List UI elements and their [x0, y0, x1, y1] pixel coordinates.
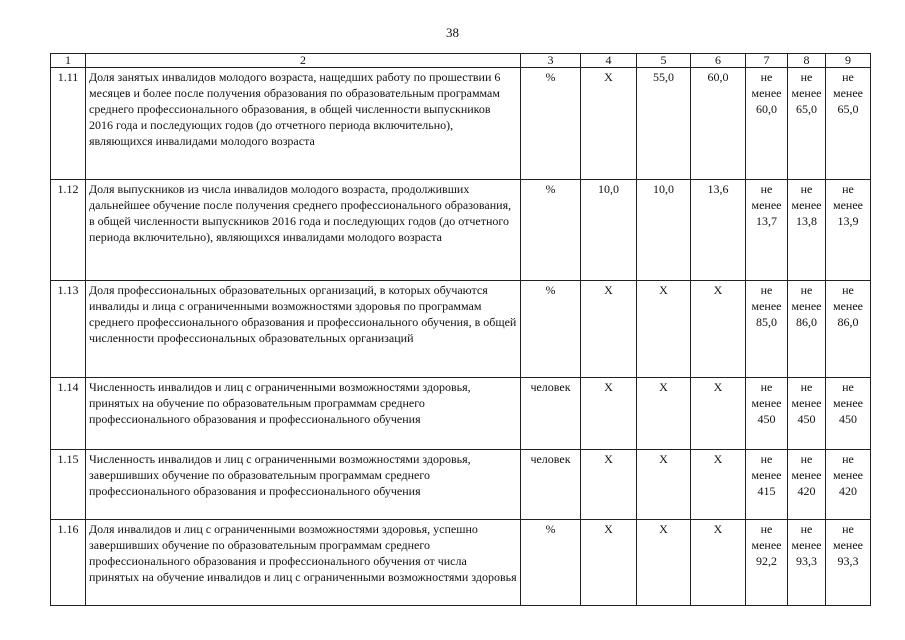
value-col9	[826, 180, 871, 281]
indicator-description-text: Доля профессиональных образовательных организаций, в которых обучаются инвалиды и лица с ограниченными возможностями здоровья по программам среднего профессионального образования и профессионального обучения, в общей численности профессиональных образовательных организаций	[89, 283, 517, 345]
value-line: не	[842, 182, 854, 196]
value-line: не	[760, 452, 773, 466]
value-line: 92,2	[756, 554, 777, 568]
indicator-description-text: Доля инвалидов и лиц с ограниченными возможностями здоровья, успешно завершивших обучение по образовательным программам среднего профессионального образования и профессионального обучения от числа принятых на обучение инвалидов и лиц с ограниченными возможностями здоровья	[89, 522, 517, 584]
value-col7	[746, 180, 788, 281]
value-line: 85,0	[756, 315, 777, 329]
value-line: 13,7	[756, 214, 777, 228]
value-line: не	[842, 283, 854, 297]
value-line: 86,0	[837, 315, 859, 329]
header-cell: 1	[51, 54, 86, 68]
value-col8	[788, 281, 826, 378]
value-line: не	[760, 182, 773, 196]
value-line: менее	[751, 86, 782, 100]
value-col5: Х	[637, 281, 691, 378]
value-line: не	[842, 70, 854, 84]
value-line: 93,3	[796, 554, 817, 568]
value-line: не	[800, 182, 813, 196]
value-col8	[788, 180, 826, 281]
value-col9	[826, 520, 871, 606]
page-number: 38	[446, 25, 459, 40]
value-col4: 10,0	[581, 180, 637, 281]
unit-cell: %	[521, 281, 581, 378]
indicators-table	[50, 53, 871, 606]
value-line: 13,9	[837, 214, 859, 228]
table-row	[51, 378, 871, 450]
table-row	[51, 450, 871, 520]
value-line: 415	[757, 484, 776, 498]
value-line: не	[842, 452, 854, 466]
value-line: менее	[751, 299, 782, 313]
value-col7	[746, 520, 788, 606]
value-col9	[826, 281, 871, 378]
value-line: менее	[751, 396, 782, 410]
header-cell: 8	[788, 54, 826, 68]
value-col6: Х	[691, 520, 746, 606]
value-col4: Х	[581, 520, 637, 606]
value-line: менее	[751, 468, 782, 482]
indicator-description-text: Численность инвалидов и лиц с ограниченными возможностями здоровья, завершивших обучение по образовательным программам среднего профессионального образования и профессионального обучения	[89, 452, 471, 498]
value-col7	[746, 450, 788, 520]
value-line: менее	[791, 468, 822, 482]
value-col4: Х	[581, 281, 637, 378]
value-line: менее	[833, 299, 863, 313]
row-number: 1.13	[51, 281, 86, 378]
value-line: 86,0	[796, 315, 817, 329]
value-col4: Х	[581, 378, 637, 450]
indicator-description	[86, 450, 521, 520]
indicator-description-text: Численность инвалидов и лиц с ограниченными возможностями здоровья, принятых на обучение по образовательным программам среднего профессионального образования и профессионального обучения	[89, 380, 471, 426]
value-line: не	[760, 283, 773, 297]
value-line: 420	[797, 484, 816, 498]
value-col9	[826, 378, 871, 450]
value-col5: 55,0	[637, 68, 691, 180]
value-line: менее	[791, 198, 822, 212]
value-line: не	[842, 522, 854, 536]
indicator-description-text: Доля выпускников из числа инвалидов молодого возраста, продолживших дальнейшее обучение после получения среднего профессионального образования, в общей численности выпускников 2016 года и последующих годов (до отчетного периода включительно), являющихся инвалидами молодого возраста	[89, 182, 512, 244]
value-col6: Х	[691, 281, 746, 378]
row-number: 1.11	[51, 68, 86, 180]
indicator-description-text: Доля занятых инвалидов молодого возраста, нащедших работу по прошествии 6 месяцев и более после получения образования по образовательным программам среднего профессионального образования, в общей численности выпускников 2016 года и последующих годов (до отчетного периода включительно), являющихся инвалидами молодого возраста	[89, 70, 501, 148]
unit-cell: человек	[521, 378, 581, 450]
value-line: 450	[839, 412, 857, 426]
value-line: не	[800, 70, 813, 84]
unit-cell: человек	[521, 450, 581, 520]
value-line: не	[842, 380, 854, 394]
value-line: 65,0	[796, 102, 817, 116]
value-col7	[746, 378, 788, 450]
value-line: 60,0	[756, 102, 777, 116]
value-col5: Х	[637, 378, 691, 450]
value-col5: Х	[637, 520, 691, 606]
value-line: менее	[833, 468, 863, 482]
value-line: не	[800, 283, 813, 297]
value-line: менее	[833, 538, 863, 552]
header-cell: 4	[581, 54, 637, 68]
value-col4: Х	[581, 68, 637, 180]
value-col7	[746, 68, 788, 180]
value-col8	[788, 520, 826, 606]
indicator-description	[86, 378, 521, 450]
value-line: 13,8	[796, 214, 817, 228]
value-col4: Х	[581, 450, 637, 520]
value-col6: Х	[691, 378, 746, 450]
value-col5: 10,0	[637, 180, 691, 281]
value-col6: 13,6	[691, 180, 746, 281]
value-col6: Х	[691, 450, 746, 520]
row-number: 1.15	[51, 450, 86, 520]
value-col7	[746, 281, 788, 378]
header-row	[51, 54, 871, 68]
value-col8	[788, 68, 826, 180]
row-number: 1.12	[51, 180, 86, 281]
indicator-description	[86, 281, 521, 378]
indicator-description	[86, 520, 521, 606]
value-line: не	[760, 70, 773, 84]
value-line: менее	[833, 198, 863, 212]
value-line: менее	[791, 396, 822, 410]
unit-cell: %	[521, 180, 581, 281]
header-cell: 9	[826, 54, 871, 68]
header-cell: 3	[521, 54, 581, 68]
value-col9	[826, 450, 871, 520]
header-cell: 6	[691, 54, 746, 68]
header-cell: 7	[746, 54, 788, 68]
value-col5: Х	[637, 450, 691, 520]
value-line: не	[760, 522, 773, 536]
value-line: 65,0	[837, 102, 859, 116]
unit-cell: %	[521, 520, 581, 606]
table-row	[51, 180, 871, 281]
unit-cell: %	[521, 68, 581, 180]
indicator-description	[86, 180, 521, 281]
value-line: менее	[791, 299, 822, 313]
table-row	[51, 68, 871, 180]
row-number: 1.14	[51, 378, 86, 450]
value-line: менее	[751, 538, 782, 552]
indicator-description	[86, 68, 521, 180]
value-line: менее	[751, 198, 782, 212]
value-line: менее	[791, 86, 822, 100]
value-line: 450	[757, 412, 776, 426]
value-col6: 60,0	[691, 68, 746, 180]
value-line: не	[800, 522, 813, 536]
table-row	[51, 281, 871, 378]
header-cell: 2	[86, 54, 521, 68]
value-col8	[788, 450, 826, 520]
value-line: менее	[833, 396, 863, 410]
header-cell: 5	[637, 54, 691, 68]
value-line: 93,3	[837, 554, 859, 568]
value-line: менее	[791, 538, 822, 552]
value-line: 450	[797, 412, 816, 426]
value-col9	[826, 68, 871, 180]
table-row	[51, 520, 871, 606]
value-line: 420	[839, 484, 857, 498]
value-line: не	[760, 380, 773, 394]
value-line: не	[800, 452, 813, 466]
row-number: 1.16	[51, 520, 86, 606]
value-line: менее	[833, 86, 863, 100]
value-col8	[788, 378, 826, 450]
value-line: не	[800, 380, 813, 394]
